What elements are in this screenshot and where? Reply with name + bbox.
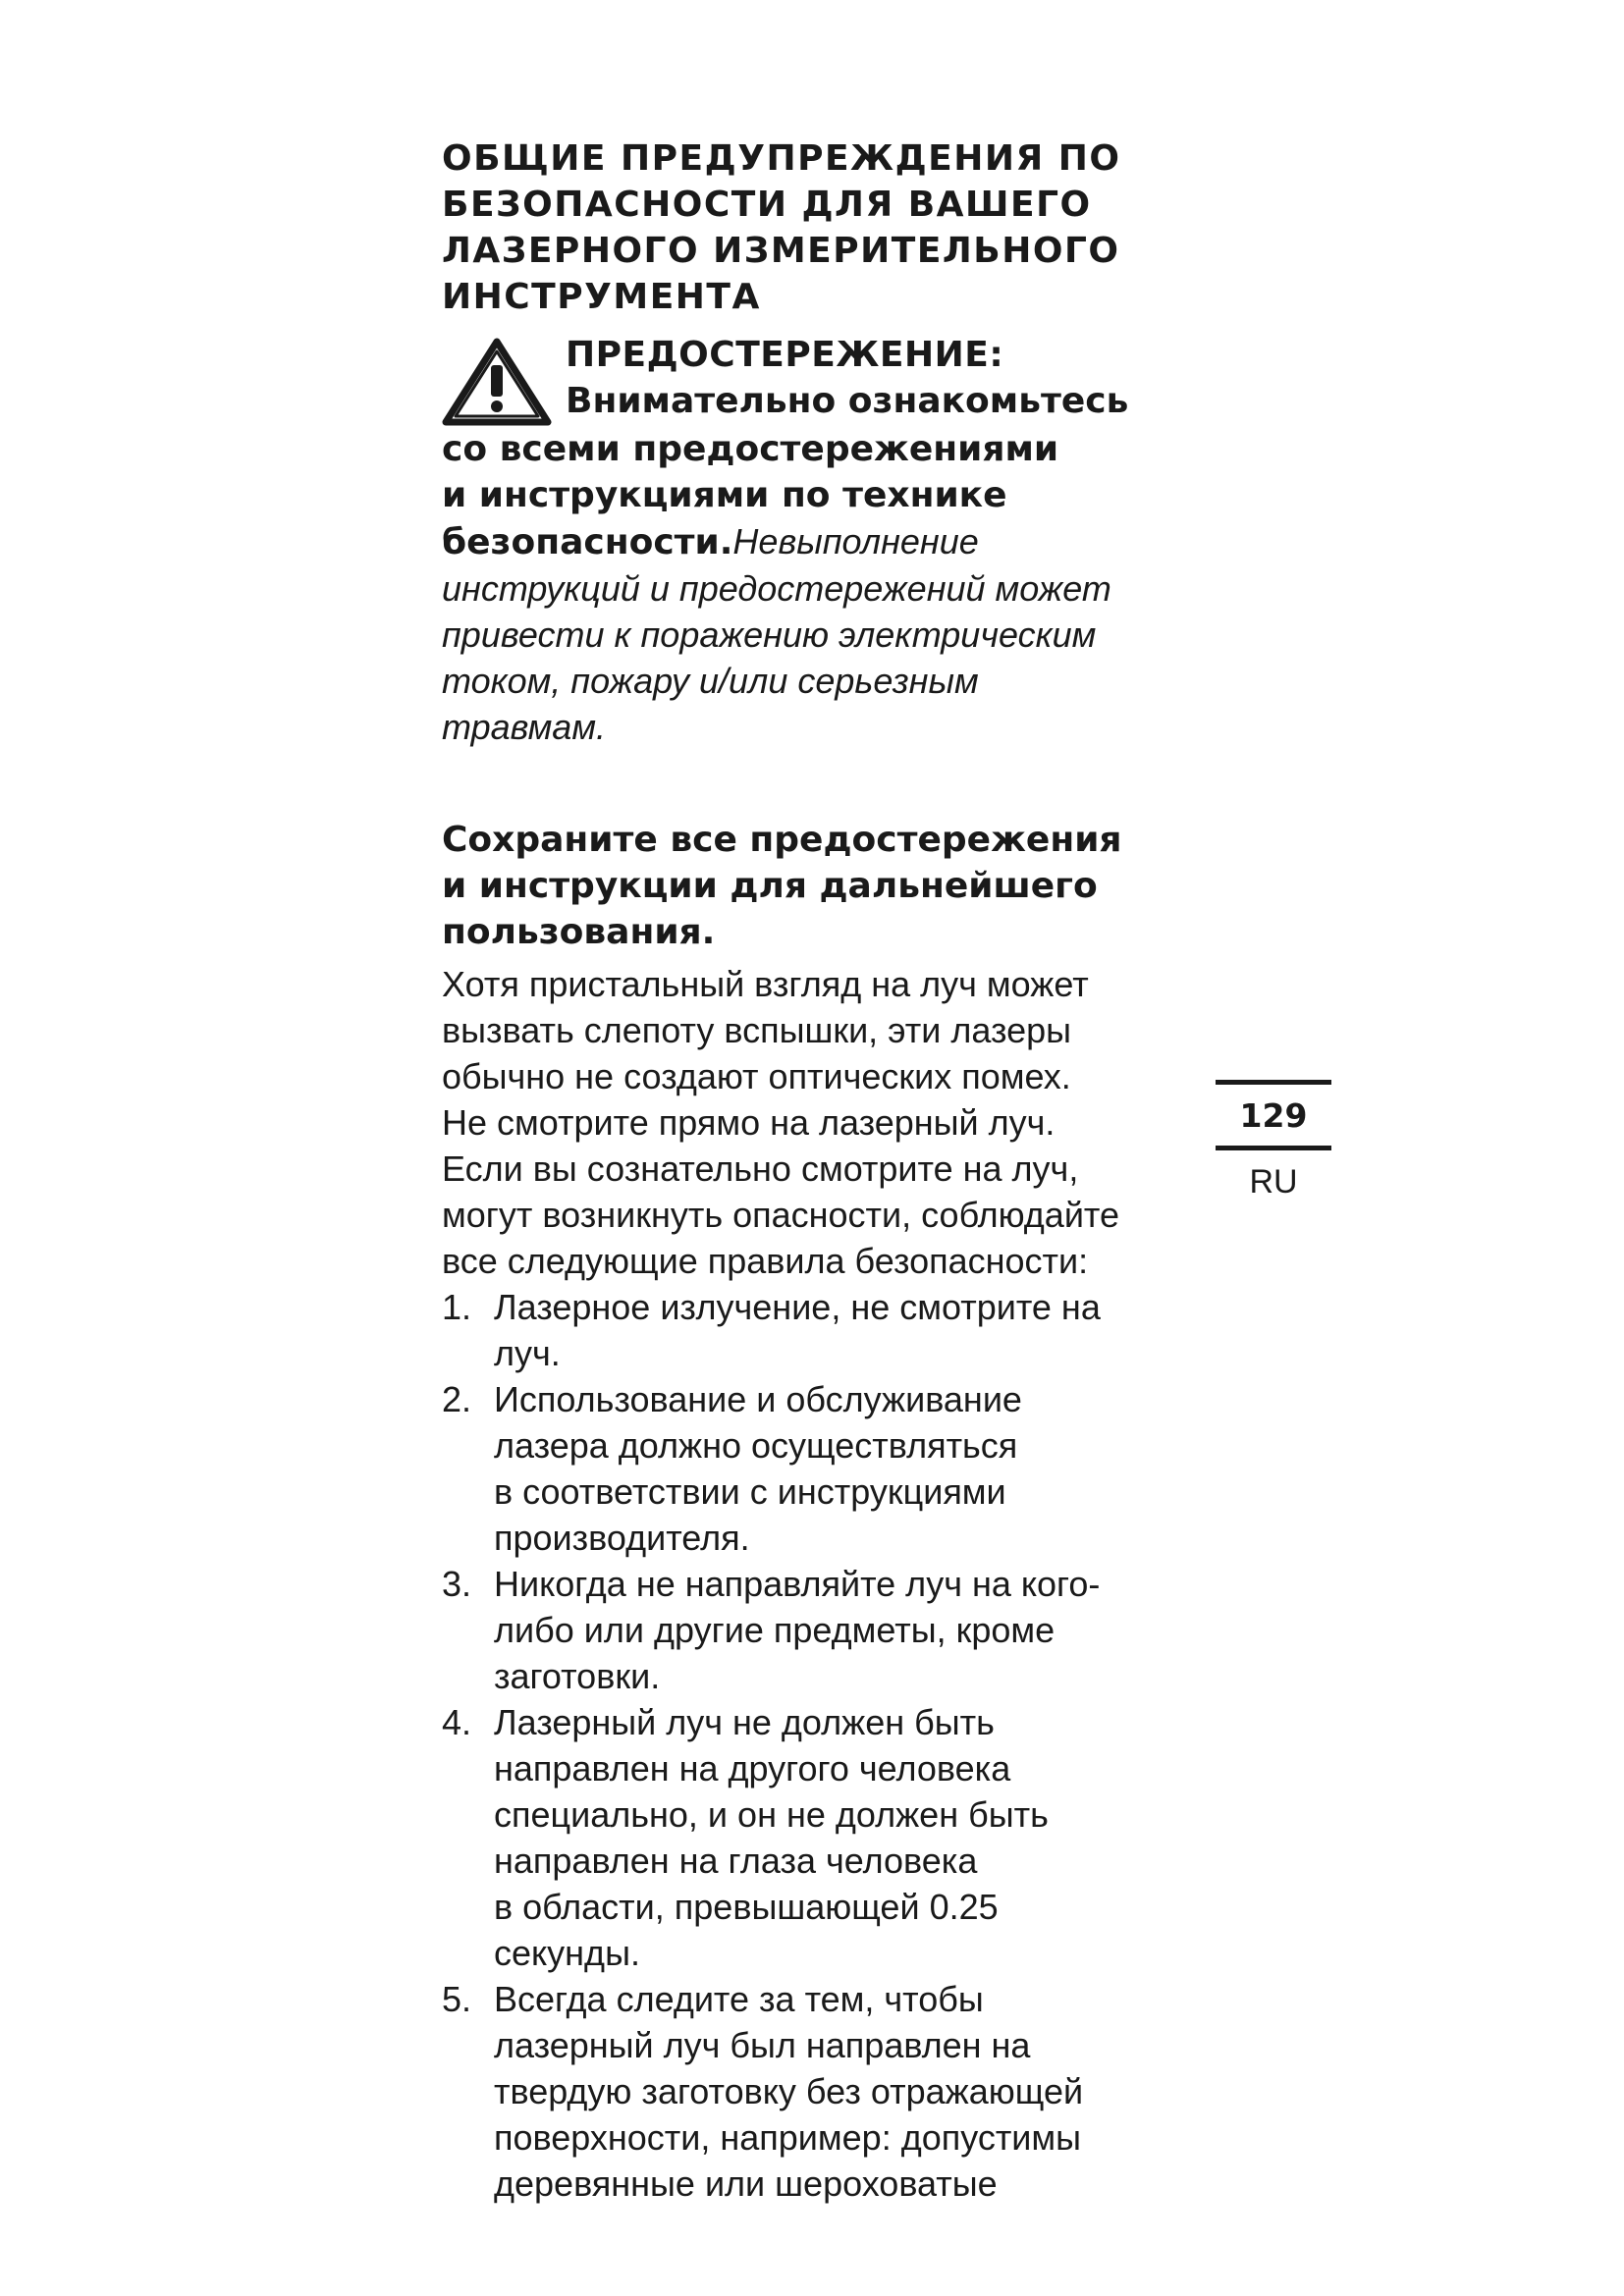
list-item [442, 1976, 1188, 2207]
save-line: пользования. [442, 912, 716, 952]
rule-line: твердую заготовку без отражающей [494, 2071, 1084, 2111]
rule-line: направлен на другого человека [494, 1748, 1011, 1789]
heading-line: ОБЩИЕ ПРЕДУПРЕЖДЕНИЯ ПО [442, 138, 1121, 179]
intro-line: вызвать слепоту вспышки, эти лазеры [442, 1010, 1072, 1050]
intro-line: Не смотрите прямо на лазерный луч. [442, 1102, 1056, 1143]
rule-line: Всегда следите за тем, чтобы [494, 1979, 984, 2019]
intro-line: все следующие правила безопасности: [442, 1241, 1089, 1281]
warning-triangle-icon [442, 338, 552, 426]
rule-line: луч. [494, 1333, 561, 1373]
save-line: Сохраните все предостережения [442, 820, 1122, 860]
section-heading [442, 135, 1188, 320]
warning-italic-line: привести к поражению электрическим [442, 614, 1097, 655]
safety-rules-list [442, 1284, 1188, 2207]
warning-bold-line: Внимательно ознакомьтесь [566, 381, 1129, 421]
intro-line: могут возникнуть опасности, соблюдайте [442, 1195, 1120, 1235]
warning-bold-line: безопасности. [442, 522, 733, 562]
heading-line: ЛАЗЕРНОГО ИЗМЕРИТЕЛЬНОГО [442, 231, 1120, 271]
rule-line: лазера должно осуществляться [494, 1425, 1018, 1466]
warning-mixed-line [442, 518, 1188, 565]
warning-bold-line: и инструкциями по технике [442, 475, 1007, 515]
intro-line: Хотя пристальный взгляд на луч может [442, 964, 1089, 1004]
warning-italic-line: Невыполнение [732, 521, 979, 561]
rule-number: 3. [442, 1564, 472, 1604]
warning-italic-line: инструкций и предостережений может [442, 568, 1111, 609]
warning-block [442, 332, 1188, 750]
rule-line: лазерный луч был направлен на [494, 2025, 1031, 2065]
warning-bold-line: со всеми предостережениями [442, 429, 1059, 469]
rule-line: либо или другие предметы, кроме [494, 1610, 1056, 1650]
rule-line: производителя. [494, 1518, 750, 1558]
heading-line: БЕЗОПАСНОСТИ ДЛЯ ВАШЕГО [442, 185, 1092, 225]
rule-number: 5. [442, 1979, 472, 2019]
warning-label: ПРЕДОСТЕРЕЖЕНИЕ: [566, 335, 1004, 375]
page-marker [1216, 1080, 1331, 1201]
heading-line: ИНСТРУМЕНТА [442, 277, 761, 317]
rule-number: 1. [442, 1287, 472, 1327]
save-line: и инструкции для дальнейшего [442, 866, 1098, 906]
page-number: 129 [1239, 1096, 1308, 1135]
list-item [442, 1284, 1188, 1376]
rule-line: деревянные или шероховатые [494, 2163, 998, 2204]
language-code: RU [1249, 1163, 1298, 1201]
intro-paragraph [442, 961, 1188, 1284]
rule-line: направлен на глаза человека [494, 1841, 978, 1881]
intro-line: обычно не создают оптических помех. [442, 1056, 1071, 1096]
rule-line: заготовки. [494, 1656, 661, 1696]
list-item [442, 1376, 1188, 1561]
rule-line: Никогда не направляйте луч на кого- [494, 1564, 1101, 1604]
rule-line: в области, превышающей 0.25 [494, 1887, 999, 1927]
rule-line: специально, и он не должен быть [494, 1794, 1049, 1835]
rule-line: Использование и обслуживание [494, 1379, 1022, 1419]
save-notice [442, 817, 1188, 955]
rule-number: 4. [442, 1702, 472, 1742]
rule-line: Лазерный луч не должен быть [494, 1702, 995, 1742]
divider [1216, 1146, 1331, 1150]
rule-line: поверхности, например: допустимы [494, 2117, 1082, 2158]
warning-text [442, 378, 1188, 750]
intro-line: Если вы сознательно смотрите на луч, [442, 1148, 1079, 1189]
rule-line: в соответствии с инструкциями [494, 1471, 1006, 1512]
rule-line: Лазерное излучение, не смотрите на [494, 1287, 1101, 1327]
warning-italic-line: током, пожару и/или серьезным [442, 661, 979, 701]
rule-line: секунды. [494, 1933, 640, 1973]
list-item [442, 1561, 1188, 1699]
main-column [442, 135, 1188, 2207]
rule-number: 2. [442, 1379, 472, 1419]
warning-italic-line: травмам. [442, 707, 607, 747]
list-item [442, 1699, 1188, 1976]
